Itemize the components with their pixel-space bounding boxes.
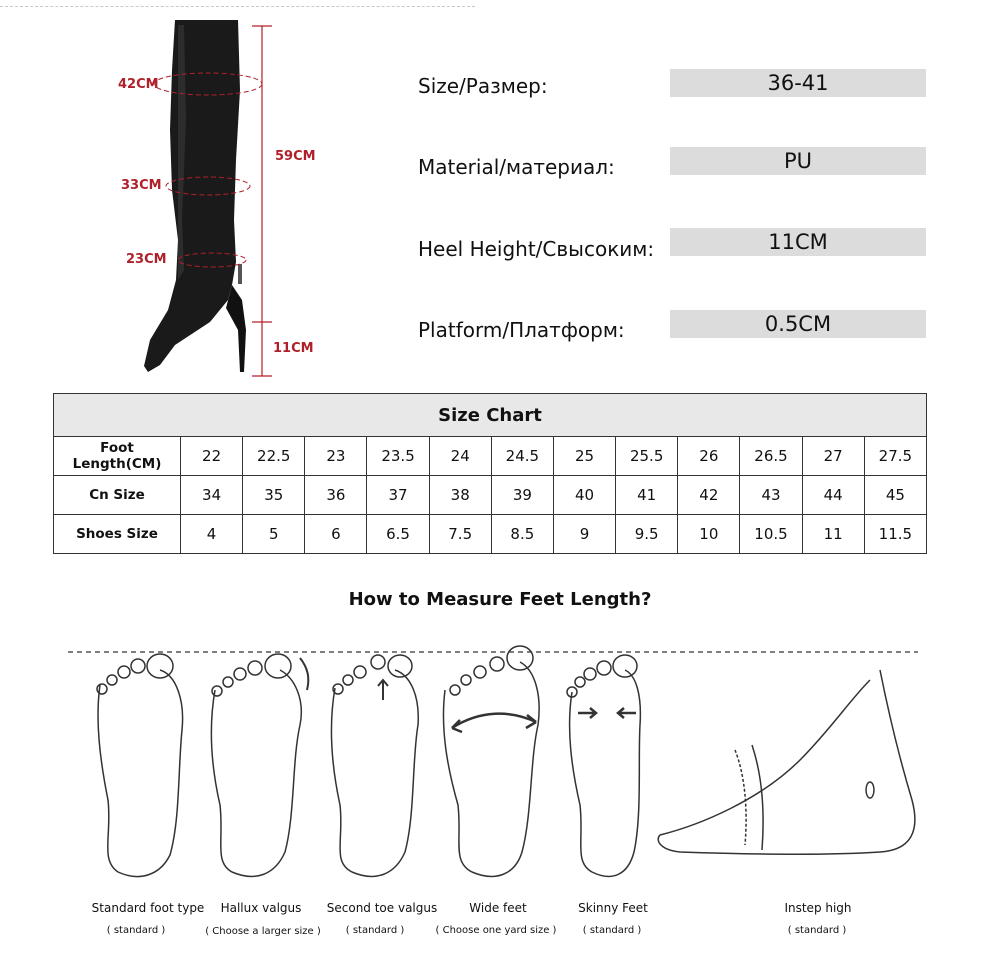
instep-high-icon (658, 670, 915, 854)
table-cell: 44 (802, 476, 864, 515)
table-cell: 26 (678, 437, 740, 476)
table-cell: 34 (181, 476, 243, 515)
hallux-valgus-icon (211, 654, 308, 876)
table-cell: 8.5 (491, 515, 553, 554)
row-header-foot-length: Foot Length(CM) (54, 437, 181, 476)
wide-feet-icon (443, 646, 539, 876)
ankle-measurement: 23CM (126, 252, 167, 267)
table-cell: 9.5 (616, 515, 678, 554)
foot-type-label-instep: Instep high (784, 901, 852, 915)
table-cell: 6.5 (367, 515, 429, 554)
table-row (54, 476, 927, 515)
table-cell: 7.5 (429, 515, 491, 554)
spec-platform-label: Platform/Платформ: (418, 318, 625, 342)
table-cell: 37 (367, 476, 429, 515)
second-toe-valgus-icon (331, 655, 418, 876)
table-cell: 26.5 (740, 437, 802, 476)
table-cell: 11 (802, 515, 864, 554)
table-cell: 4 (181, 515, 243, 554)
foot-type-note-standard: ( standard ) (106, 925, 166, 936)
foot-type-label-hallux: Hallux valgus (220, 901, 302, 915)
table-cell: 22.5 (243, 437, 305, 476)
table-cell: 40 (553, 476, 615, 515)
foot-type-label-skinny: Skinny Feet (578, 901, 648, 915)
calf-top-measurement: 42CM (118, 77, 159, 92)
table-cell: 10.5 (740, 515, 802, 554)
table-cell: 27 (802, 437, 864, 476)
boot-illustration-area (0, 0, 400, 390)
foot-type-label-second-toe: Second toe valgus (326, 901, 438, 915)
foot-type-label-standard: Standard foot type (91, 901, 205, 915)
table-cell: 11.5 (864, 515, 926, 554)
table-cell: 22 (181, 437, 243, 476)
table-cell: 27.5 (864, 437, 926, 476)
table-cell: 45 (864, 476, 926, 515)
table-cell: 5 (243, 515, 305, 554)
table-cell: 41 (616, 476, 678, 515)
size-chart-title: Size Chart (54, 394, 927, 437)
row-header-shoes-size: Shoes Size (54, 515, 181, 554)
heel-height-measurement: 11CM (273, 341, 314, 356)
spec-size-value: 36-41 (670, 69, 926, 97)
table-cell: 35 (243, 476, 305, 515)
foot-type-label-wide: Wide feet (469, 901, 527, 915)
table-cell: 24.5 (491, 437, 553, 476)
table-cell: 38 (429, 476, 491, 515)
table-cell: 10 (678, 515, 740, 554)
table-cell: 9 (553, 515, 615, 554)
spec-platform-value: 0.5CM (670, 310, 926, 338)
row-header-cn-size: Cn Size (54, 476, 181, 515)
boot-image (0, 0, 400, 390)
foot-types-illustration (0, 640, 1000, 900)
table-cell: 23 (305, 437, 367, 476)
spec-material-label: Material/материал: (418, 155, 615, 179)
table-cell: 25.5 (616, 437, 678, 476)
skinny-feet-icon (567, 655, 640, 876)
standard-foot-icon (97, 654, 183, 877)
spec-size-label: Size/Размер: (418, 74, 548, 98)
foot-type-note-hallux: ( Choose a larger size ) (205, 926, 321, 937)
table-cell: 36 (305, 476, 367, 515)
foot-type-note-wide: ( Choose one yard size ) (435, 925, 557, 936)
foot-type-note-instep: ( standard ) (787, 925, 847, 936)
foot-type-note-second-toe: ( standard ) (345, 925, 405, 936)
spec-heel-height-value: 11CM (670, 228, 926, 256)
table-cell: 6 (305, 515, 367, 554)
foot-type-note-skinny: ( standard ) (582, 925, 642, 936)
table-cell: 39 (491, 476, 553, 515)
table-cell: 42 (678, 476, 740, 515)
table-row (54, 515, 927, 554)
table-cell: 23.5 (367, 437, 429, 476)
calf-mid-measurement: 33CM (121, 178, 162, 193)
table-cell: 43 (740, 476, 802, 515)
size-chart-table (53, 393, 927, 554)
spec-heel-height-label: Heel Height/Свысоким: (418, 237, 655, 261)
spec-material-value: PU (670, 147, 926, 175)
table-row (54, 437, 927, 476)
table-cell: 25 (553, 437, 615, 476)
shaft-height-measurement: 59CM (275, 149, 316, 164)
table-cell: 24 (429, 437, 491, 476)
measure-section-title: How to Measure Feet Length? (348, 589, 652, 610)
